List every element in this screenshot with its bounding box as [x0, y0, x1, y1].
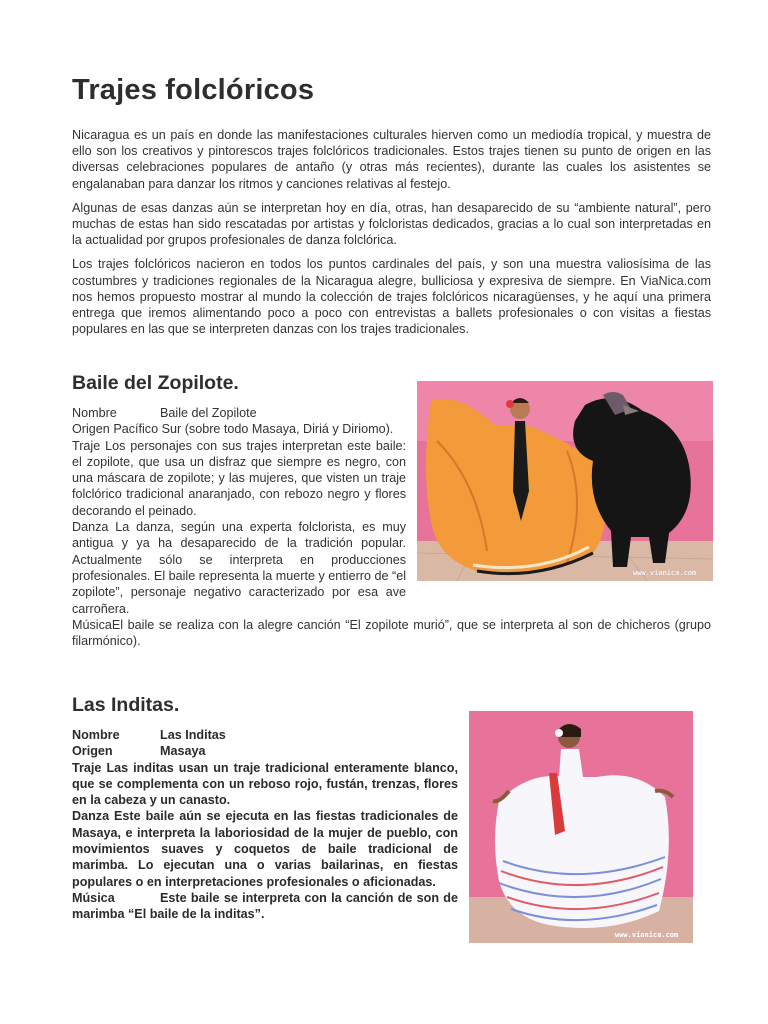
field-value: Este baile se interpreta con la canción de son de marimba “El baile de la inditas”.	[72, 890, 458, 922]
photo-watermark: www.vianica.com	[633, 569, 697, 577]
field-musica	[72, 617, 711, 650]
field-key: Origen	[72, 422, 110, 437]
field-key: Música	[72, 617, 112, 632]
field-key: Danza	[72, 809, 110, 824]
field-value: Los personajes con sus trajes interpretan este baile: el zopilote, que usa un disfraz que siempre es negro, con una máscara de zopilote; y las mujeres, que visten un traje folclórico tradicional anaranjado, con rebozo negro y flores decorando el peinado.	[72, 438, 407, 518]
field-key: Nombre	[72, 728, 120, 742]
field-value: La danza, según una experta folclorista, es muy antigua y ya ha desaparecido de la tradición popular. Actualmente sólo se interpreta en producciones profesionales. El baile representa la muerte y entierro de “el zopilote”, personaje negativo caracterizado por esa ave carroñera.	[72, 520, 407, 616]
inditas-dance-photo	[469, 711, 693, 943]
page-title: Trajes folclóricos	[72, 74, 315, 106]
intro-paragraph-3: Los trajes folclóricos nacieron en todos los puntos cardinales del país, y son una muestra valiosísima de las costumbres y tradiciones regionales de la Nicaragua alegre, bulliciosa y expresiva de siempre. En ViaNica.com nos hemos propuesto mostrar al mundo la colección de trajes folclóricos nicaragüenses, y he aquí una primera entrega que iremos alimentando poco a poco con entrevistas a ballets profesionales o con visitas a fiestas populares en las que se interpreten danzas con los trajes tradicionales.	[72, 257, 711, 337]
section-inditas	[72, 727, 711, 947]
field-key: Música	[72, 890, 115, 905]
section-title-inditas: Las Inditas.	[72, 694, 180, 716]
intro-paragraph-1: Nicaragua es un país en donde las manifestaciones culturales hierven como un mediodía tropical, y muestra de ello son los creativos y pintorescos trajes folclóricos tradicionales. Estos trajes tienen su punto de origen en las diversas celebraciones populares de antaño (y otras más recientes), durante las cuales los asistentes se engalanaban para danzar los ritmos y canciones relativas al festejo.	[72, 128, 711, 191]
field-key: Origen	[72, 744, 113, 759]
field-value: El baile se realiza con la alegre canción “El zopilote murió”, que se interpreta al son de chicheros (grupo filarmónico).	[72, 617, 711, 649]
intro	[72, 127, 711, 345]
field-value: Baile del Zopilote	[160, 406, 257, 420]
section-zopilote	[72, 405, 711, 649]
field-key: Danza	[72, 520, 109, 535]
field-key: Nombre	[72, 406, 117, 420]
field-value: Masaya	[160, 744, 206, 759]
field-value: Pacífico Sur (sobre todo Masaya, Diriá y Diriomo).	[113, 422, 394, 437]
section-title-zopilote: Baile del Zopilote.	[72, 372, 239, 394]
field-key: Traje	[72, 438, 101, 453]
zopilote-dance-photo	[417, 381, 713, 581]
intro-paragraph-2: Algunas de esas danzas aún se interpretan hoy en día, otras, han desaparecido de su “ambiente natural”, pero muchas de estas han sido rescatadas por artistas y folcloristas dedicados, gracias a lo cual son interpretadas en la actualidad por grupos profesionales de danza folclórica.	[72, 200, 711, 248]
field-key: Traje	[72, 760, 102, 775]
field-value: Las Inditas	[160, 728, 226, 742]
photo-watermark: www.vianica.com	[615, 931, 679, 939]
field-value: Este baile aún se ejecuta en las fiestas tradicionales de Masaya, e interpreta la laboriosidad de la mujer de pueblo, con movimientos suaves y coquetos de baile tradicional de marimba. Lo ejecutan una o varias bailarinas, en fiestas populares o en interpretaciones profesionales o aficionadas.	[72, 809, 458, 889]
field-value: Las inditas usan un traje tradicional enteramente blanco, que se complementa con un reboso rojo, fustán, trenzas, flores en la cabeza y un canasto.	[72, 760, 459, 808]
